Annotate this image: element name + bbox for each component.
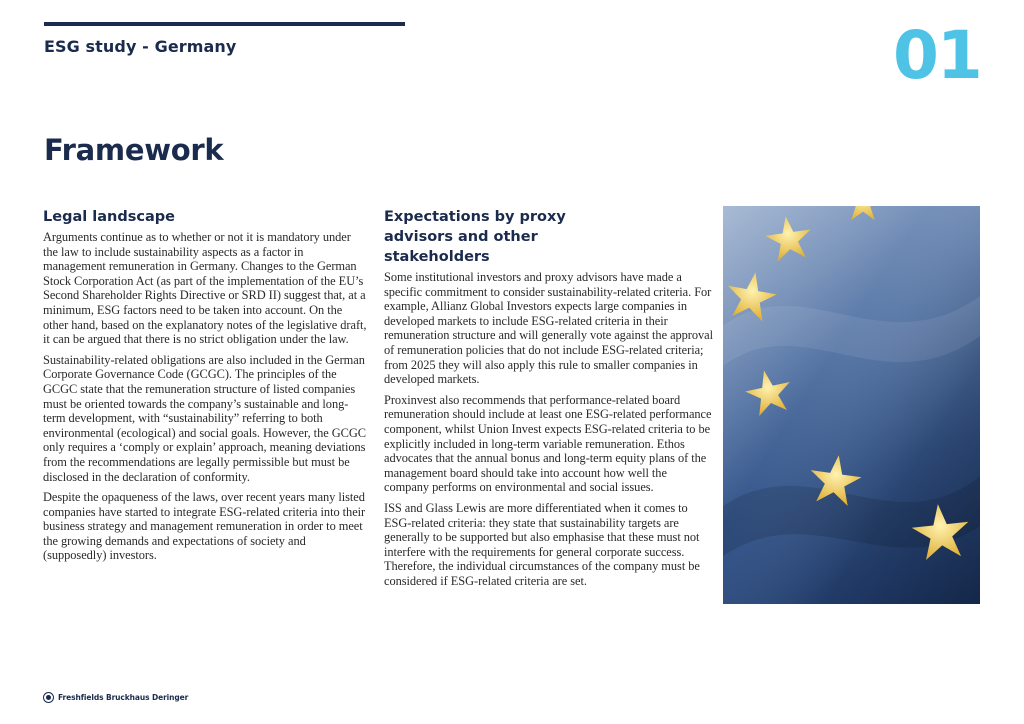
chapter-number: 01 [893, 17, 981, 94]
firm-logo-icon [43, 692, 54, 703]
proxy-advisors-heading: Expectations by proxy advisors and other stakeholders [384, 209, 566, 265]
header-rule [44, 22, 405, 26]
body-paragraph: Arguments continue as to whether or not it is mandatory under the law to include sustainability aspects as a factor in management remuneration in Germany. Changes to the German Stock Corporation Act (as part of the implementation of the EU’s Second Shareholder Rights Directive or SRD II) suggest that, at a minimum, ESG factors need to be taken into account. On the other hand, based on the explanatory notes of the legislative draft, it can be argued that there is no strict obligation under the law. [43, 230, 367, 347]
body-paragraph: Despite the opaqueness of the laws, over recent years many listed companies have started to integrate ESG-related criteria into their business strategy and management remuneration in order to meet the growing demands and expectations of society and (supposedly) investors. [43, 490, 366, 563]
page-heading: Framework [44, 133, 224, 167]
legal-landscape-section [43, 207, 368, 569]
body-paragraph: ISS and Glass Lewis are more differentiated when it comes to ESG-related criteria: they state that sustainability targets are generally to be supported but also emphasise that these must not interfere with the requirements for general corporate success. Therefore, the individual circumstances of the company must be considered if ESG-related criteria are set. [384, 500, 700, 588]
eu-flag-photo [723, 206, 980, 604]
firm-name: Freshfields Bruckhaus Deringer [58, 693, 189, 702]
body-paragraph: Sustainability-related obligations are also included in the German Corporate Governance Code (GCGC). The principles of the GCGC state that the remuneration structure of listed companies must be oriented towards the company’s sustainable and long-term development, with “sustainability” referring to both environmental (ecological) and social goals. However, the GCGC only requires a ‘comply or explain’ approach, meaning deviations from the recommendations are legally permissible but must be disclosed in the declaration of conformity. [43, 352, 366, 484]
legal-landscape-heading: Legal landscape [43, 209, 175, 225]
proxy-advisors-section [384, 207, 714, 594]
document-title: ESG study - Germany [44, 37, 237, 56]
footer-logo [43, 692, 188, 703]
body-paragraph: Proxinvest also recommends that performance-related board remuneration should include at least one ESG-related performance component, whilst Union Invest expects ESG-related criteria to be explicitly included in long-term variable remuneration. Ethos advocates that the annual bonus and long-term equity plans of the management board should take into account how well the company performs on environmental and social issues. [384, 392, 712, 495]
body-paragraph: Some institutional investors and proxy advisors have made a specific commitment to consider sustainability-related criteria. For example, Allianz Global Investors expects large companies in developed markets to include ESG-related criteria in their remuneration structure and will generally vote against the approval of remuneration policies that do not include ESG-related criteria; from 2025 they will also apply this rule to smaller companies in developed markets. [384, 270, 714, 387]
eu-flag-illustration [723, 206, 980, 604]
